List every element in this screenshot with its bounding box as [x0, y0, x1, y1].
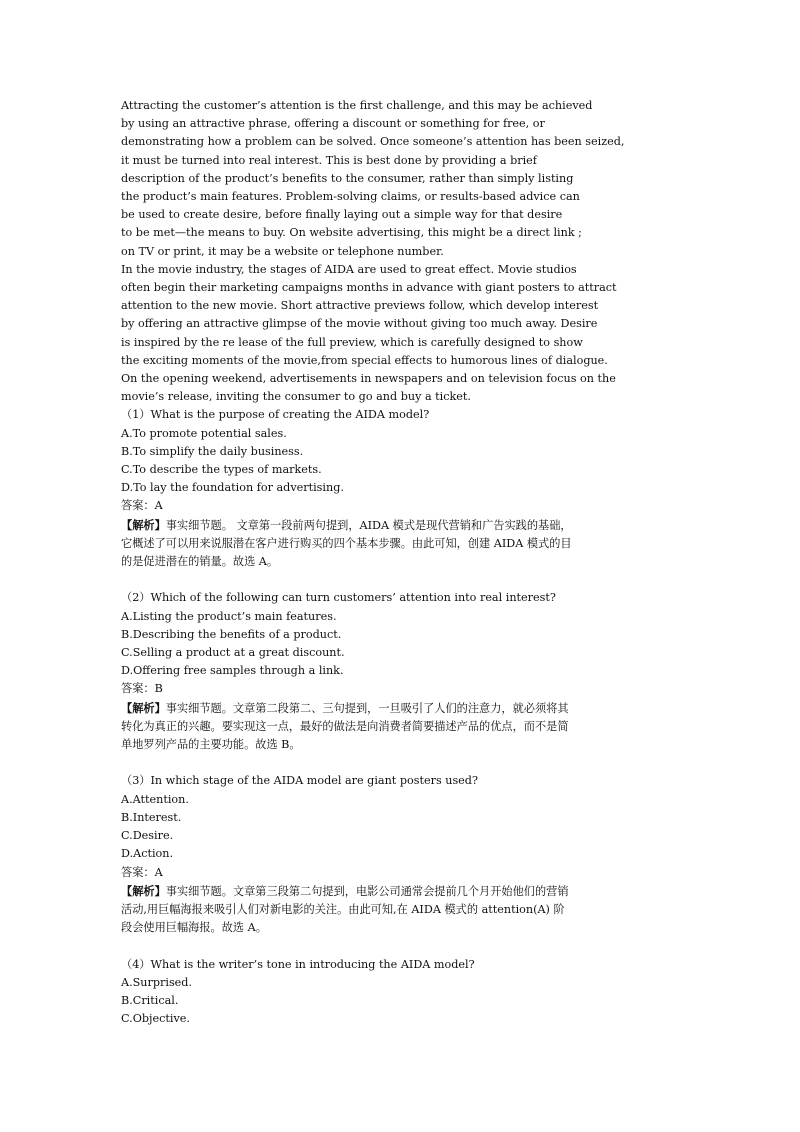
option-a: A.Attention.	[121, 792, 189, 806]
analysis-text: 事实细节题。文章第二段第二、三句提到，一旦吸引了人们的注意力，就必须将其	[165, 701, 569, 715]
answer: 答案：A	[121, 499, 163, 513]
analysis-line	[121, 699, 681, 718]
analysis-line: 段会使用巨幅海报。故选 A。	[121, 921, 267, 935]
analysis-line: 它概述了可以用来说服潜在客户进行购买的四个基本步骤。由此可知，创建 AIDA 模式的目	[121, 536, 572, 550]
question-stem: （1）What is the purpose of creating the AIDA model?	[121, 408, 430, 422]
option-a: A.Surprised.	[121, 975, 193, 989]
spacer	[121, 754, 681, 772]
analysis-text: 事实细节题。 文章第一段前两句提到，AIDA 模式是现代营销和广告实践的基础，	[165, 518, 572, 532]
question-3	[121, 772, 681, 937]
passage-line: often begin their marketing campaigns months in advance with giant posters to attract	[121, 281, 617, 295]
passage-line: the exciting moments of the movie,from special effects to humorous lines of dialogue.	[121, 353, 608, 367]
option-b: B.Critical.	[121, 993, 179, 1007]
question-1	[121, 406, 681, 571]
document-content	[121, 97, 681, 1028]
analysis-tag: 【解析】	[121, 700, 166, 715]
option-a: A.Listing the product’s main features.	[121, 609, 337, 623]
passage-line: demonstrating how a problem can be solved. Once someone’s attention has been seized,	[121, 135, 625, 149]
spacer	[121, 937, 681, 955]
option-d: D.To lay the foundation for advertising.	[121, 481, 344, 495]
passage-line: to be met—the means to buy. On website advertising, this might be a direct link ;	[121, 226, 582, 240]
analysis-line	[121, 882, 681, 901]
passage-line: In the movie industry, the stages of AIDA are used to great effect. Movie studios	[121, 262, 577, 276]
option-b: B.Describing the benefits of a product.	[121, 627, 342, 641]
question-2	[121, 589, 681, 754]
answer: 答案：A	[121, 865, 163, 879]
question-stem: （2）Which of the following can turn customers’ attention into real interest?	[121, 591, 556, 605]
analysis-text: 事实细节题。文章第三段第二句提到，电影公司通常会提前几个月开始他们的营销	[165, 884, 569, 898]
passage-line: by using an attractive phrase, offering a discount or something for free, or	[121, 117, 545, 131]
analysis-line: 的是促进潜在的销量。故选 A。	[121, 555, 279, 569]
analysis-line: 单地罗列产品的主要功能。故选 B。	[121, 738, 301, 752]
option-d: D.Offering free samples through a link.	[121, 664, 344, 678]
passage-line: Attracting the customer’s attention is the first challenge, and this may be achieved	[121, 99, 593, 112]
question-stem: （4）What is the writer’s tone in introducing the AIDA model?	[121, 957, 475, 971]
option-c: C.Objective.	[121, 1012, 190, 1026]
analysis-line: 活动,用巨幅海报来吸引人们对新电影的关注。由此可知,在 AIDA 模式的 attention(A) 阶	[121, 902, 565, 916]
analysis-line: 转化为真正的兴趣。要实现这一点，最好的做法是向消费者简要描述产品的优点，而不是简	[121, 719, 569, 733]
passage-paragraph-2	[121, 97, 681, 261]
option-d: D.Action.	[121, 847, 174, 861]
question-4	[121, 956, 681, 1029]
option-b: B.Interest.	[121, 810, 182, 824]
analysis-tag: 【解析】	[121, 517, 166, 532]
question-stem: （3）In which stage of the AIDA model are giant posters used?	[121, 774, 478, 788]
passage-line: is inspired by the re lease of the full preview, which is carefully designed to show	[121, 335, 583, 349]
option-c: C.Desire.	[121, 829, 174, 843]
option-b: B.To simplify the daily business.	[121, 444, 304, 458]
passage-line: attention to the new movie. Short attractive previews follow, which develop interest	[121, 299, 599, 313]
passage-line: description of the product’s benefits to the consumer, rather than simply listing	[121, 171, 574, 185]
spacer	[121, 571, 681, 589]
analysis-line	[121, 516, 681, 535]
option-a: A.To promote potential sales.	[121, 426, 287, 440]
passage-line: it must be turned into real interest. This is best done by providing a brief	[121, 153, 537, 167]
passage-line: be used to create desire, before finally laying out a simple way for that desire	[121, 208, 563, 222]
option-c: C.Selling a product at a great discount.	[121, 646, 345, 660]
passage-line: on TV or print, it may be a website or telephone number.	[121, 244, 444, 258]
passage-line: On the opening weekend, advertisements in newspapers and on television focus on the	[121, 372, 616, 386]
answer: 答案：B	[121, 682, 163, 696]
passage-line: the product’s main features. Problem-solving claims, or results-based advice can	[121, 190, 580, 204]
passage-line: by offering an attractive glimpse of the movie without giving too much away. Desire	[121, 317, 598, 331]
analysis-tag: 【解析】	[121, 883, 166, 898]
passage-paragraph-3	[121, 261, 681, 407]
passage-line: movie’s release, inviting the consumer to go and buy a ticket.	[121, 390, 471, 404]
option-c: C.To describe the types of markets.	[121, 463, 322, 477]
